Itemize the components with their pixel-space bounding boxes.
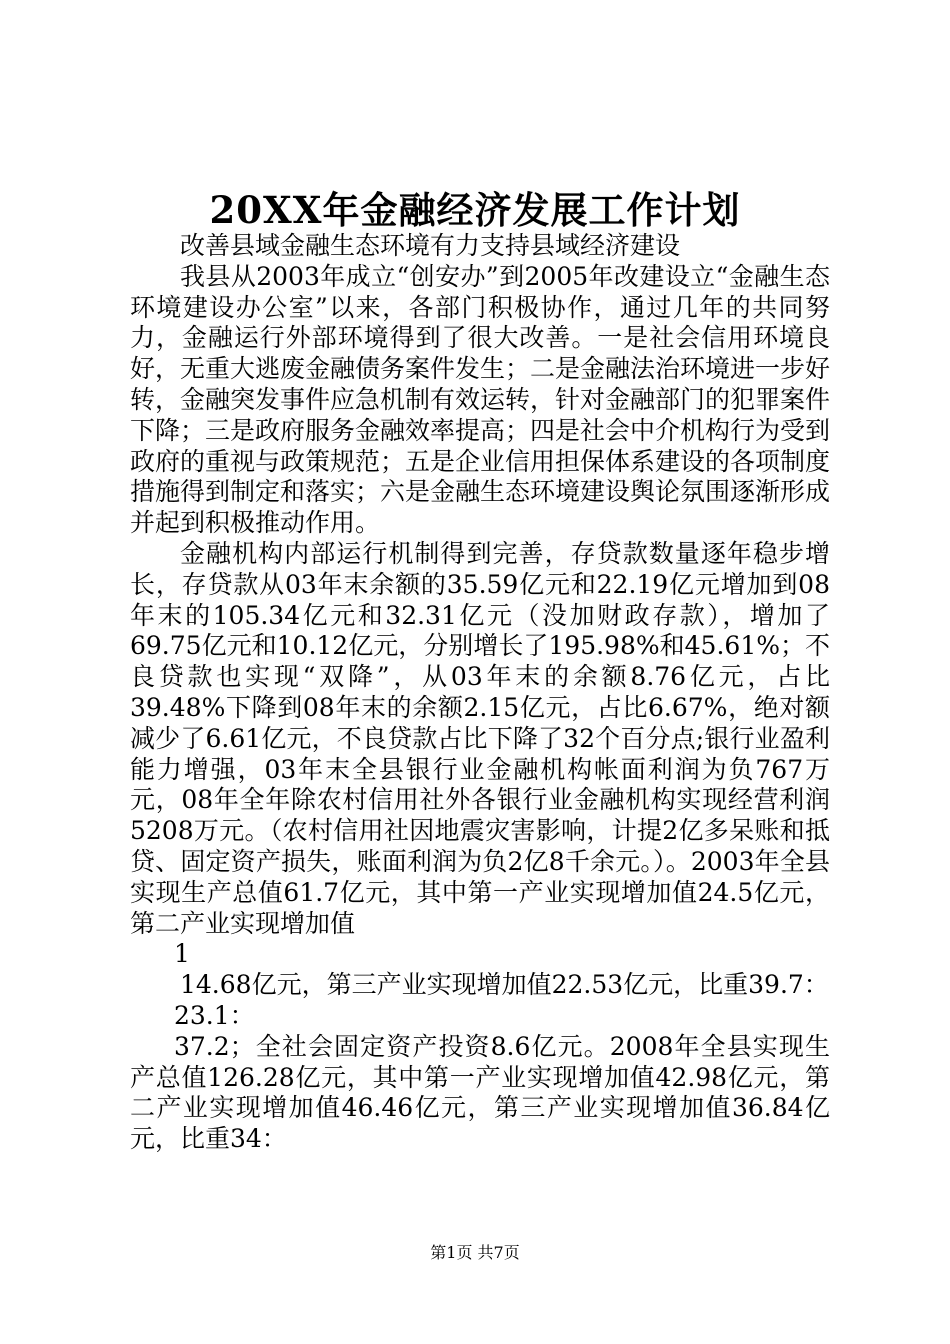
- continuation-paragraph-1: 14.68亿元，第三产业实现增加值22.53亿元，比重39.7：: [180, 970, 829, 1000]
- inline-page-marker: 1: [174, 939, 190, 969]
- paragraph-1: 我县从2003年成立“创安办”到2005年改建设立“金融生态环境建设办公室”以来，各部门积极协作，通过几年的共同努力，金融运行外部环境得到了很大改善。一是社会信用环境良好，无重大逃废金融债务案件发生；二是金融法治环境进一步好转，金融突发事件应急机制有效运转，针对金融部门的犯罪案件下降；三是政府服务金融效率提高；四是社会中介机构行为受到政府的重视与政策规范；五是企业信用担保体系建设的各项制度措施得到制定和落实；六是金融生态环境建设舆论氛围逐渐形成并起到积极推动作用。: [130, 261, 831, 538]
- document-body: [130, 231, 830, 1155]
- continuation-paragraph-2: 23.1：: [174, 1000, 255, 1030]
- document-subtitle: 改善县域金融生态环境有力支持县域经济建设: [180, 231, 681, 260]
- paragraph-2: 金融机构内部运行机制得到完善，存贷款数量逐年稳步增长，存贷款从03年末余额的35.59亿元和22.19亿元增加到08年末的105.34亿元和32.31亿元（没加财政存款），增加了69.75亿元和10.12亿元，分别增长了195.98%和45.61%；不良贷款也实现“双降”，从03年末的余额8.76亿元，占比39.48%下降到08年末的余额2.15亿元，占比6.67%，绝对额减少了6.61亿元，不良贷款占比下降了32个百分点;银行业盈利能力增强，03年末全县银行业金融机构帐面利润为负767万元，08年全年除农村信用社外各银行业金融机构实现经营利润5208万元。（农村信用社因地震灾害影响，计提2亿多呆账和抵贷、固定资产损失，账面利润为负2亿8千余元。）。2003年全县实现生产总值61.7亿元，其中第一产业实现增加值24.5亿元，第二产业实现增加值: [130, 538, 830, 938]
- document-title: 20XX年金融经济发展工作计划: [209, 188, 741, 232]
- page-footer: 第1页 共7页: [430, 1243, 520, 1262]
- continuation-paragraph-3: 37.2；全社会固定资产投资8.6亿元。2008年全县实现生产总值126.28亿元，其中第一产业实现增加值42.98亿元，第二产业实现增加值46.46亿元，第三产业实现增加值36.84亿元，比重34：: [130, 1031, 830, 1154]
